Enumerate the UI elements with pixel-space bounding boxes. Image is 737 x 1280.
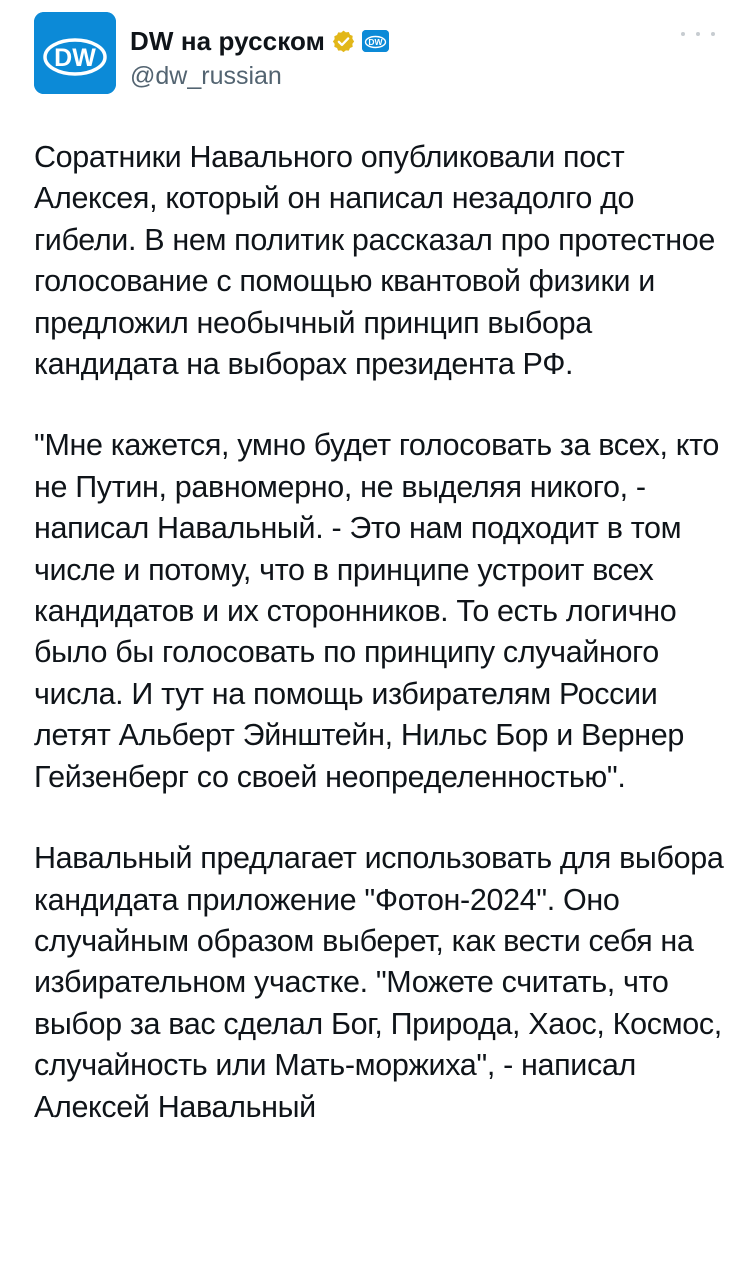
more-dot	[696, 32, 700, 36]
avatar-text: DW	[54, 44, 96, 72]
post-paragraph-3: Навальный предлагает использовать для выбора кандидата приложение "Фотон-2024". Оно случайным образом выберет, как вести себя на избирательном участке. "Можете считать, что выбор за вас сделал Бог, Природа, Хаос, Космос, случайность или Мать-моржиха", - написал Алексей Навальный	[34, 841, 724, 1124]
dw-mini-logo-icon	[362, 30, 389, 52]
avatar[interactable]	[34, 12, 116, 94]
verified-badge-icon[interactable]	[331, 29, 356, 54]
more-dot	[711, 32, 715, 36]
more-dot	[681, 32, 685, 36]
post-body	[34, 137, 724, 1168]
name-row	[130, 24, 389, 58]
account-handle[interactable]: @dw_russian	[130, 62, 282, 90]
post-header	[34, 12, 717, 96]
affiliate-badge-icon[interactable]	[362, 30, 389, 52]
display-name[interactable]: DW на русском	[130, 25, 325, 56]
post-paragraph-2: "Мне кажется, умно будет голосовать за всех, кто не Путин, равномерно, не выделяя никого, - написал Навальный. - Это нам подходит в том числе и потому, что в принципе устроит всех кандидатов и их сторонников. То есть логично было бы голосовать по принципу случайного числа. И тут на помощь избирателям России летят Альберт Эйнштейн, Нильс Бор и Вернер Гейзенберг со своей неопределенностью".	[34, 428, 719, 794]
dw-logo-icon	[34, 12, 116, 94]
affiliate-text: DW	[368, 37, 383, 47]
more-options-icon[interactable]	[681, 24, 715, 44]
post-paragraph-1: Соратники Навального опубликовали пост Алексея, который он написал незадолго до гибели. В нем политик рассказал про протестное голосование с помощью квантовой физики и предложил необычный принцип выбора кандидата на выборах президента РФ.	[34, 140, 715, 382]
